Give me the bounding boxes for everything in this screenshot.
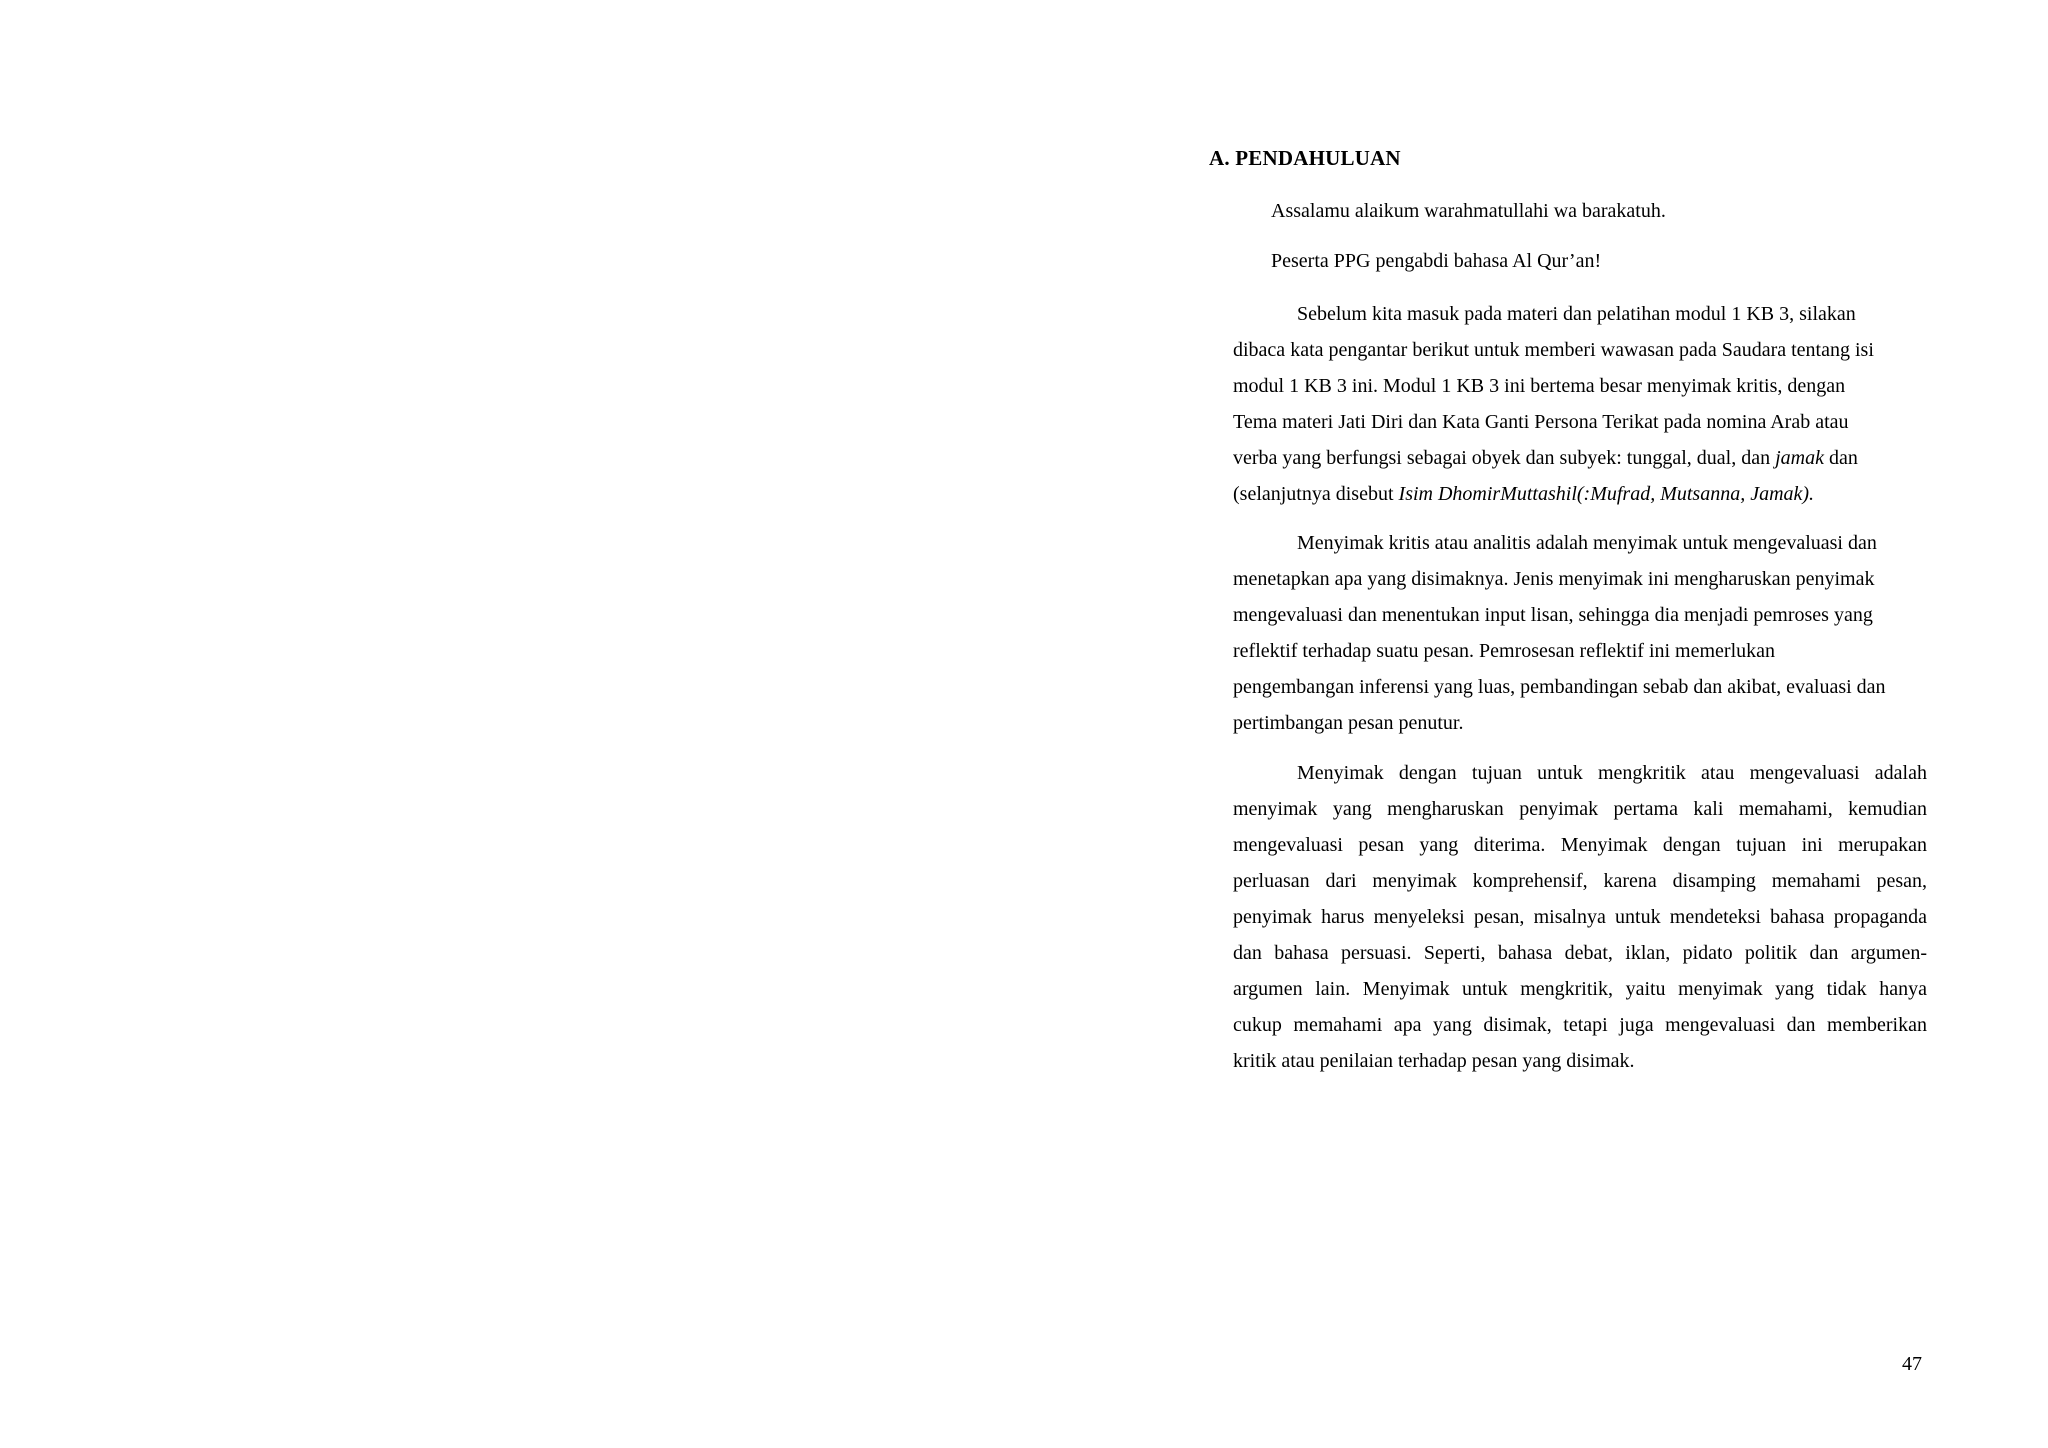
paragraph-line xyxy=(1233,440,1927,476)
paragraph-line: perluasan dari menyimak komprehensif, karena disamping memahami pesan, xyxy=(1233,870,1927,892)
paragraph-line: Sebelum kita masuk pada materi dan pelatihan modul 1 KB 3, silakan xyxy=(1297,303,1856,325)
paragraph-line: pengembangan inferensi yang luas, pembandingan sebab dan akibat, evaluasi dan xyxy=(1233,676,1886,698)
paragraph-line: dan bahasa persuasi. Seperti, bahasa debat, iklan, pidato politik dan argumen- xyxy=(1233,942,1927,964)
paragraph-line: mengevaluasi pesan yang diterima. Menyimak dengan tujuan ini merupakan xyxy=(1233,834,1927,856)
text-segment: (selanjutnya disebut xyxy=(1233,483,1399,505)
paragraph-line: modul 1 KB 3 ini. Modul 1 KB 3 ini bertema besar menyimak kritis, dengan xyxy=(1233,375,1846,397)
italic-term: jamak xyxy=(1775,447,1824,469)
paragraph-line: Menyimak kritis atau analitis adalah menyimak untuk mengevaluasi dan xyxy=(1297,532,1877,554)
paragraph-line: dibaca kata pengantar berikut untuk memberi wawasan pada Saudara tentang isi xyxy=(1233,339,1874,361)
paragraph-line: kritik atau penilaian terhadap pesan yang disimak. xyxy=(1233,1050,1635,1072)
section-heading: A. PENDAHULUAN xyxy=(1209,146,1401,170)
paragraph-line: menetapkan apa yang disimaknya. Jenis menyimak ini mengharuskan penyimak xyxy=(1233,568,1875,590)
paragraph-line: pertimbangan pesan penutur. xyxy=(1233,712,1464,734)
text-segment: verba yang berfungsi sebagai obyek dan subyek: tunggal, dual, dan xyxy=(1233,447,1776,469)
paragraph-line: mengevaluasi dan menentukan input lisan, sehingga dia menjadi pemroses yang xyxy=(1233,604,1873,626)
page-number: 47 xyxy=(1902,1353,1922,1375)
paragraph-line: argumen lain. Menyimak untuk mengkritik, yaitu menyimak yang tidak hanya xyxy=(1233,978,1927,1000)
paragraph-line: Menyimak dengan tujuan untuk mengkritik atau mengevaluasi adalah xyxy=(1297,762,1927,784)
right-page xyxy=(1024,0,2048,1448)
paragraph-line xyxy=(1233,476,1927,512)
paragraph-line: menyimak yang mengharuskan penyimak pertama kali memahami, kemudian xyxy=(1233,798,1927,820)
paragraph-intro xyxy=(1233,296,1927,512)
greeting-address: Peserta PPG pengabdi bahasa Al Qur’an! xyxy=(1271,250,1602,272)
paragraph-line: penyimak harus menyeleksi pesan, misalnya untuk mendeteksi bahasa propaganda xyxy=(1233,906,1927,928)
italic-term: Isim DhomirMuttashil(:Mufrad, Mutsanna, Jamak). xyxy=(1398,483,1815,505)
paragraph-line: reflektif terhadap suatu pesan. Pemrosesan reflektif ini memerlukan xyxy=(1233,640,1776,662)
paragraph-line: Tema materi Jati Diri dan Kata Ganti Persona Terikat pada nomina Arab atau xyxy=(1233,411,1849,433)
paragraph-evaluative-listening xyxy=(1233,755,1927,1079)
text-segment: dan xyxy=(1823,447,1858,469)
greeting-salam: Assalamu alaikum warahmatullahi wa barakatuh. xyxy=(1271,200,1666,222)
paragraph-critical-listening xyxy=(1233,525,1927,741)
paragraph-line: cukup memahami apa yang disimak, tetapi juga mengevaluasi dan memberikan xyxy=(1233,1014,1927,1036)
